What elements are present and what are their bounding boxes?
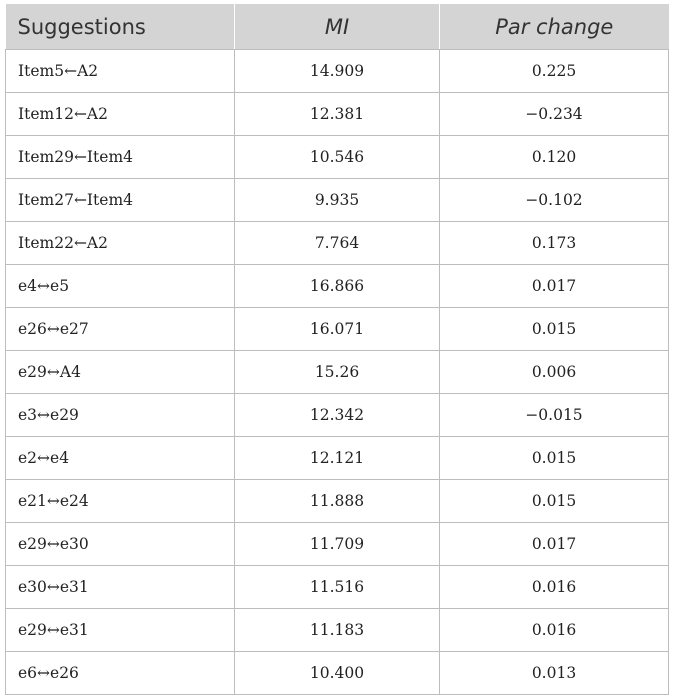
cell-par-change: 0.013: [440, 652, 669, 695]
cell-suggestion: e30↔e31: [6, 566, 235, 609]
cell-suggestion: e3↔e29: [6, 394, 235, 437]
cell-par-change: 0.017: [440, 523, 669, 566]
cell-par-change: 0.015: [440, 437, 669, 480]
table-row: [6, 179, 669, 222]
table-row: [6, 308, 669, 351]
cell-mi: 9.935: [235, 179, 440, 222]
table-row: [6, 265, 669, 308]
cell-mi: 11.709: [235, 523, 440, 566]
column-header-par-change: Par change: [440, 4, 669, 50]
cell-suggestion: Item22←A2: [6, 222, 235, 265]
cell-par-change: 0.016: [440, 566, 669, 609]
table-row: [6, 480, 669, 523]
cell-par-change: 0.120: [440, 136, 669, 179]
table-row: [6, 437, 669, 480]
table-row: [6, 50, 669, 93]
cell-par-change: 0.006: [440, 351, 669, 394]
cell-par-change: −0.234: [440, 93, 669, 136]
table-header-row: [6, 4, 669, 50]
cell-mi: 7.764: [235, 222, 440, 265]
cell-mi: 12.381: [235, 93, 440, 136]
table-row: [6, 523, 669, 566]
cell-suggestion: e21↔e24: [6, 480, 235, 523]
cell-suggestion: e29↔A4: [6, 351, 235, 394]
cell-suggestion: e2↔e4: [6, 437, 235, 480]
cell-mi: 10.546: [235, 136, 440, 179]
cell-suggestion: Item29←Item4: [6, 136, 235, 179]
cell-suggestion: e29↔e30: [6, 523, 235, 566]
column-header-mi: MI: [235, 4, 440, 50]
cell-mi: 11.516: [235, 566, 440, 609]
cell-par-change: 0.225: [440, 50, 669, 93]
table-row: [6, 93, 669, 136]
cell-suggestion: Item5←A2: [6, 50, 235, 93]
table-row: [6, 609, 669, 652]
column-header-suggestions: Suggestions: [6, 4, 235, 50]
cell-suggestion: e6↔e26: [6, 652, 235, 695]
cell-par-change: 0.016: [440, 609, 669, 652]
table-row: [6, 652, 669, 695]
table-row: [6, 136, 669, 179]
cell-mi: 16.071: [235, 308, 440, 351]
cell-par-change: 0.015: [440, 308, 669, 351]
cell-mi: 14.909: [235, 50, 440, 93]
cell-suggestion: Item27←Item4: [6, 179, 235, 222]
cell-suggestion: e4↔e5: [6, 265, 235, 308]
cell-suggestion: e29↔e31: [6, 609, 235, 652]
cell-mi: 11.888: [235, 480, 440, 523]
modification-indices-table-container: [5, 4, 668, 695]
cell-mi: 12.121: [235, 437, 440, 480]
cell-par-change: −0.015: [440, 394, 669, 437]
cell-mi: 15.26: [235, 351, 440, 394]
cell-par-change: 0.015: [440, 480, 669, 523]
cell-par-change: 0.017: [440, 265, 669, 308]
table-body: [6, 50, 669, 695]
cell-mi: 11.183: [235, 609, 440, 652]
table-row: [6, 351, 669, 394]
cell-par-change: −0.102: [440, 179, 669, 222]
modification-indices-table: [5, 4, 669, 695]
table-row: [6, 394, 669, 437]
cell-suggestion: Item12←A2: [6, 93, 235, 136]
cell-mi: 10.400: [235, 652, 440, 695]
table-row: [6, 566, 669, 609]
cell-mi: 16.866: [235, 265, 440, 308]
cell-par-change: 0.173: [440, 222, 669, 265]
cell-suggestion: e26↔e27: [6, 308, 235, 351]
table-row: [6, 222, 669, 265]
cell-mi: 12.342: [235, 394, 440, 437]
